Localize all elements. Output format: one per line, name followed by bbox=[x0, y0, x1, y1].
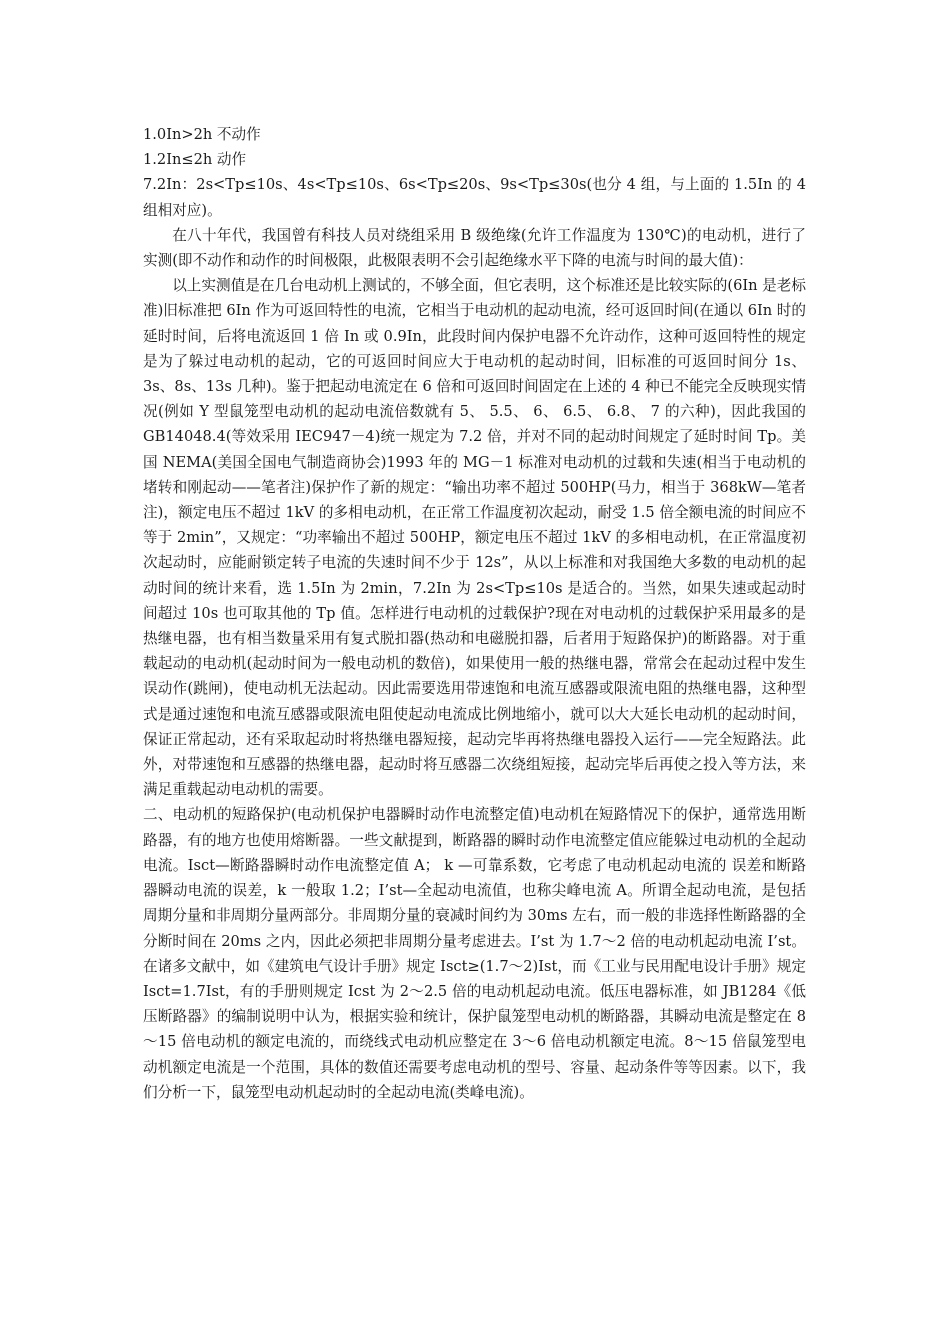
paragraph-short-circuit-protection: 二、电动机的短路保护(电动机保护电器瞬时动作电流整定值)电动机在短路情况下的保护，通常选用断路器，有的地方也使用熔断器。一些文献提到，断路器的瞬时动作电流整定值应能躲过电动机的全起动电流。Isct—断路器瞬时动作电流整定值 A； k —可靠系数，它考虑了电动机起动电流的 误差和断路器瞬动电流的误差，k 一般取 1.2；I’st—全起动电流值，也称尖峰电流 A。所谓全起动电流，是包括周期分量和非周期分量两部分。非周期分量的衰减时间约为 30ms 左右，而一般的非选择性断路器的全分断时间在 20ms 之内，因此必须把非周期分量考虑进去。I’st 为 1.7～2 倍的电动机起动电流 I’st。在诸多文献中，如《建筑电气设计手册》规定 Isct≥(1.7～2)Ist，而《工业与民用配电设计手册》规定 Isct=1.7Ist，有的手册则规定 Icst 为 2～2.5 倍的电动机起动电流。低压电器标准，如 JB1284《低压断路器》的编制说明中认为，根据实验和统计，保护鼠笼型电动机的断路器，其瞬动电流是整定在 8～15 倍电动机的额定电流的，而绕线式电动机应整定在 3～6 倍电动机额定电流。8～15 倍鼠笼型电动机额定电流是一个范围，具体的数值还需要考虑电动机的型号、容量、起动条件等等因素。以下，我们分析一下，鼠笼型电动机起动时的全起动电流(类峰电流)。 bbox=[143, 806, 806, 1101]
paragraph-eighties-measurement: 在八十年代，我国曾有科技人员对绕组采用 B 级绝缘(允许工作温度为 130℃)的电动机，进行了实测(即不动作和动作的时间极限，此极限表明不会引起绝缘水平下降的电流与时间的最大值)： bbox=[143, 226, 806, 270]
paragraph-overload-protection: 以上实测值是在几台电动机上测试的，不够全面，但它表明，这个标准还是比较实际的(6In 是老标准)旧标准把 6In 作为可返回特性的电流，它相当于电动机的起动电流，经可返回时间(在通以 6In 时的延时时间，后将电流返回 1 倍 In 或 0.9In，此段时间内保护电器不允许动作，这种可返回特性的规定是为了躲过电动机的起动，它的可返回时间应大于电动机的起动时间，旧标准的可返回时间分 1s、3s、8s、13s 几种)。鉴于把起动电流定在 6 倍和可返回时间固定在上述的 4 种已不能完全反映现实情况(例如 Y 型鼠笼型电动机的起动电流倍数就有 5、 5.5、 6、 6.5、 6.8、 7 的六种)，因此我国的 GB14048.4(等效采用 IEC947－4)统一规定为 7.2 倍，并对不同的起动时间规定了延时时间 Tp。美国 NEMA(美国全国电气制造商协会)1993 年的 MG－1 标准对电动机的过载和失速(相当于电动机的堵转和刚起动——笔者注)保护作了新的规定：“输出功率不超过 500HP(马力，相当于 368kW—笔者注)，额定电压不超过 1kV 的多相电动机，在正常工作温度初次起动，耐受 1.5 倍全额电流的时间应不等于 2min”，又规定：“功率输出不超过 500HP，额定电压不超过 1kV 的多相电动机，在正常温度初次起动时，应能耐锁定转子电流的失速时间不少于 12s”，从以上标准和对我国绝大多数的电动机的起动时间的统计来看，选 1.5In 为 2min，7.2In 为 2s<Tp≤10s 是适合的。当然，如果失速或起动时间超过 10s 也可取其他的 Tp 值。怎样进行电动机的过载保护?现在对电动机的过载保护采用最多的是热继电器，也有相当数量采用有复式脱扣器(热动和电磁脱扣器，后者用于短路保护)的断路器。对于重载起动的电动机(起动时间为一般电动机的数倍)，如果使用一般的热继电器，常常会在起动过程中发生误动作(跳闸)，使电动机无法起动。因此需要选用带速饱和电流互感器或限流电阻的热继电器，这种型式是通过速饱和电流互感器或限流电阻使起动电流成比例地缩小，就可以大大延长电动机的起动时间，保证正常起动，还有采取起动时将热继电器短接，起动完毕再将热继电器投入运行——完全短路法。此外，对带速饱和互感器的热继电器，起动时将互感器二次绕组短接，起动完毕后再使之投入等方法，来满足重载起动电动机的需要。 bbox=[143, 277, 806, 799]
document-body bbox=[143, 122, 806, 1105]
paragraph-overload-7-2in: 7.2In：2s<Tp≤10s、4s<Tp≤10s、6s<Tp≤20s、9s<Tp≤30s(也分 4 组，与上面的 1.5In 的 4 组相对应)。 bbox=[143, 176, 806, 219]
paragraph-overload-1-2in: 1.2In≤2h 动作 bbox=[143, 151, 247, 169]
paragraph-overload-1-0in: 1.0In>2h 不动作 bbox=[143, 126, 261, 143]
